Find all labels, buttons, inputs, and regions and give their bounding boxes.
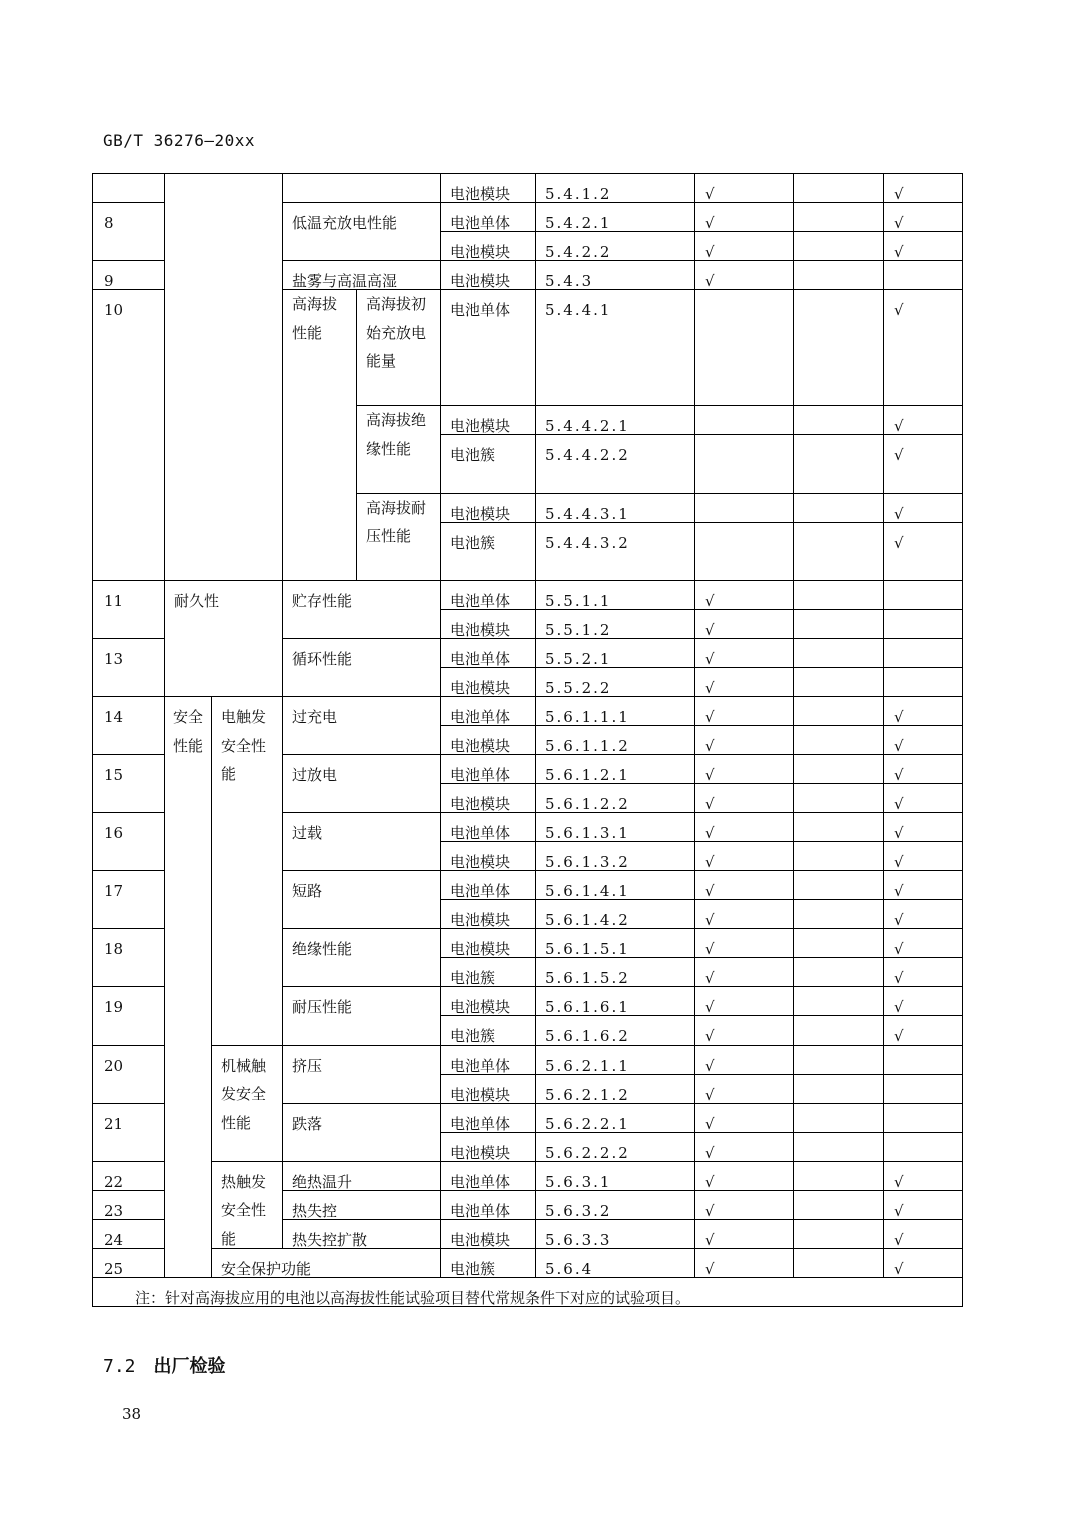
sample-cell: 电池簇 <box>440 1248 535 1277</box>
empty-check-cell <box>793 899 883 928</box>
type-test-check: √ <box>694 783 793 812</box>
section-heading <box>103 1352 226 1378</box>
special-check: √ <box>883 754 962 783</box>
item-cell: 高海拔性能 <box>282 289 356 550</box>
row-number: 8 <box>92 202 164 260</box>
clause-cell: 5.5.1.2 <box>535 609 694 638</box>
type-test-check: √ <box>694 638 793 667</box>
sample-cell: 电池模块 <box>440 1132 535 1161</box>
row-number: 9 <box>92 260 164 289</box>
empty-check-cell <box>793 928 883 957</box>
type-test-check: √ <box>694 986 793 1015</box>
type-test-check: √ <box>694 928 793 957</box>
special-check: √ <box>883 783 962 812</box>
row-number: 19 <box>92 986 164 1044</box>
item-cell: 热失控扩散 <box>282 1219 440 1248</box>
clause-cell: 5.6.3.1 <box>535 1161 694 1190</box>
standard-code: GB/T 36276—20xx <box>103 131 255 150</box>
type-test-check: √ <box>694 1161 793 1190</box>
sample-cell: 电池簇 <box>440 434 535 492</box>
item-cell: 循环性能 <box>282 638 440 696</box>
special-check: √ <box>883 899 962 928</box>
clause-cell: 5.5.2.1 <box>535 638 694 667</box>
empty-check-cell <box>793 202 883 231</box>
type-test-check: √ <box>694 667 793 696</box>
clause-cell: 5.6.2.1.2 <box>535 1074 694 1103</box>
empty-check-cell <box>793 405 883 434</box>
empty-check-cell <box>793 493 883 522</box>
empty-check-cell <box>793 812 883 841</box>
clause-cell: 5.4.4.1 <box>535 289 694 405</box>
type-test-check: √ <box>694 1045 793 1074</box>
empty-check-cell <box>883 1132 962 1161</box>
empty-check-cell <box>793 231 883 260</box>
item-cell: 安全保护功能 <box>211 1248 440 1277</box>
empty-check-cell <box>793 1045 883 1074</box>
subitem-cell: 高海拔初始充放电能量 <box>356 289 440 405</box>
type-test-check: √ <box>694 1015 793 1044</box>
sample-cell: 电池模块 <box>440 783 535 812</box>
item-cell: 盐雾与高温高湿 <box>282 260 440 289</box>
empty-check-cell <box>793 289 883 405</box>
row-number: 10 <box>92 289 164 550</box>
clause-cell: 5.4.1.2 <box>535 173 694 202</box>
special-check: √ <box>883 812 962 841</box>
clause-cell: 5.6.1.2.2 <box>535 783 694 812</box>
sample-cell: 电池模块 <box>440 928 535 957</box>
special-check: √ <box>883 841 962 870</box>
sample-cell: 电池单体 <box>440 696 535 725</box>
empty-check-cell <box>883 1074 962 1103</box>
clause-cell: 5.6.1.2.1 <box>535 754 694 783</box>
clause-cell: 5.6.2.2.1 <box>535 1103 694 1132</box>
special-check: √ <box>883 493 962 522</box>
type-test-check: √ <box>694 1219 793 1248</box>
subcategory-cell: 热触发安全性能 <box>211 1161 282 1248</box>
table-cell <box>282 173 440 202</box>
item-cell: 过载 <box>282 812 440 870</box>
item-cell: 绝热温升 <box>282 1161 440 1190</box>
empty-check-cell <box>793 783 883 812</box>
type-test-check: √ <box>694 173 793 202</box>
type-test-check: √ <box>694 812 793 841</box>
sample-cell: 电池单体 <box>440 812 535 841</box>
table-cell <box>164 173 282 464</box>
clause-cell: 5.4.4.2.2 <box>535 434 694 492</box>
type-test-check: √ <box>694 231 793 260</box>
empty-check-cell <box>793 609 883 638</box>
clause-cell: 5.6.2.1.1 <box>535 1045 694 1074</box>
special-check: √ <box>883 202 962 231</box>
sample-cell: 电池模块 <box>440 725 535 754</box>
type-test-check: √ <box>694 260 793 289</box>
special-check: √ <box>883 1161 962 1190</box>
row-number: 16 <box>92 812 164 870</box>
special-check: √ <box>883 1015 962 1044</box>
sample-cell: 电池簇 <box>440 522 535 580</box>
row-number: 11 <box>92 580 164 638</box>
special-check: √ <box>883 870 962 899</box>
clause-cell: 5.6.1.4.1 <box>535 870 694 899</box>
empty-check-cell <box>883 609 962 638</box>
type-test-check: √ <box>694 870 793 899</box>
item-cell: 挤压 <box>282 1045 440 1103</box>
clause-cell: 5.4.2.1 <box>535 202 694 231</box>
empty-check-cell <box>793 870 883 899</box>
sample-cell: 电池单体 <box>440 638 535 667</box>
sample-cell: 电池单体 <box>440 870 535 899</box>
clause-cell: 5.6.2.2.2 <box>535 1132 694 1161</box>
clause-cell: 5.6.1.4.2 <box>535 899 694 928</box>
special-check: √ <box>883 986 962 1015</box>
empty-check-cell <box>793 1132 883 1161</box>
type-test-check: √ <box>694 754 793 783</box>
sample-cell: 电池单体 <box>440 754 535 783</box>
clause-cell: 5.4.4.3.1 <box>535 493 694 522</box>
type-test-check: √ <box>694 899 793 928</box>
clause-cell: 5.6.1.6.1 <box>535 986 694 1015</box>
clause-cell: 5.6.1.3.2 <box>535 841 694 870</box>
sample-cell: 电池模块 <box>440 493 535 522</box>
empty-check-cell <box>883 580 962 609</box>
clause-cell: 5.6.1.5.2 <box>535 957 694 986</box>
empty-check-cell <box>793 173 883 202</box>
type-test-check: √ <box>694 1190 793 1219</box>
clause-cell: 5.6.1.3.1 <box>535 812 694 841</box>
type-test-check: √ <box>694 609 793 638</box>
empty-check-cell <box>793 638 883 667</box>
special-check: √ <box>883 522 962 580</box>
table-cell <box>282 551 356 580</box>
empty-check-cell <box>793 1103 883 1132</box>
sample-cell: 电池模块 <box>440 986 535 1015</box>
special-check: √ <box>883 725 962 754</box>
clause-cell: 5.6.1.6.2 <box>535 1015 694 1044</box>
item-cell: 过放电 <box>282 754 440 812</box>
empty-check-cell <box>793 1074 883 1103</box>
sample-cell: 电池单体 <box>440 580 535 609</box>
empty-check-cell <box>694 493 793 522</box>
clause-cell: 5.6.4 <box>535 1248 694 1277</box>
sample-cell: 电池模块 <box>440 667 535 696</box>
clause-cell: 5.5.1.1 <box>535 580 694 609</box>
special-check: √ <box>883 1190 962 1219</box>
empty-check-cell <box>793 841 883 870</box>
category-cell: 安全性能 <box>164 696 211 1277</box>
clause-cell: 5.4.2.2 <box>535 231 694 260</box>
row-number: 23 <box>92 1190 164 1219</box>
empty-check-cell <box>883 1103 962 1132</box>
table-cell <box>92 173 164 202</box>
clause-cell: 5.6.1.1.1 <box>535 696 694 725</box>
clause-cell: 5.6.3.2 <box>535 1190 694 1219</box>
table-cell <box>92 551 164 580</box>
table-cell <box>164 464 282 580</box>
empty-check-cell <box>793 667 883 696</box>
row-number: 21 <box>92 1103 164 1161</box>
empty-check-cell <box>883 1045 962 1074</box>
empty-check-cell <box>793 1161 883 1190</box>
empty-check-cell <box>694 405 793 434</box>
row-number: 18 <box>92 928 164 986</box>
row-number: 20 <box>92 1045 164 1103</box>
section-title: 出厂检验 <box>153 1356 226 1377</box>
empty-check-cell <box>793 522 883 580</box>
type-test-check: √ <box>694 696 793 725</box>
type-test-check: √ <box>694 725 793 754</box>
subcategory-cell: 电触发安全性能 <box>211 696 282 1045</box>
row-number: 15 <box>92 754 164 812</box>
sample-cell: 电池模块 <box>440 841 535 870</box>
empty-check-cell <box>883 260 962 289</box>
sample-cell: 电池模块 <box>440 1219 535 1248</box>
sample-cell: 电池单体 <box>440 1045 535 1074</box>
empty-check-cell <box>793 957 883 986</box>
clause-cell: 5.4.4.3.2 <box>535 522 694 580</box>
empty-check-cell <box>793 580 883 609</box>
special-check: √ <box>883 1248 962 1277</box>
clause-cell: 5.5.2.2 <box>535 667 694 696</box>
empty-check-cell <box>793 1015 883 1044</box>
clause-cell: 5.6.1.5.1 <box>535 928 694 957</box>
special-check: √ <box>883 957 962 986</box>
clause-cell: 5.4.4.2.1 <box>535 405 694 434</box>
clause-cell: 5.6.1.1.2 <box>535 725 694 754</box>
special-check: √ <box>883 1219 962 1248</box>
empty-check-cell <box>793 1248 883 1277</box>
sample-cell: 电池模块 <box>440 405 535 434</box>
empty-check-cell <box>883 638 962 667</box>
row-number: 17 <box>92 870 164 928</box>
sample-cell: 电池单体 <box>440 1190 535 1219</box>
type-test-check: √ <box>694 202 793 231</box>
item-cell: 过充电 <box>282 696 440 754</box>
special-check: √ <box>883 173 962 202</box>
item-cell: 短路 <box>282 870 440 928</box>
clause-cell: 5.6.3.3 <box>535 1219 694 1248</box>
item-cell: 热失控 <box>282 1190 440 1219</box>
item-cell: 贮存性能 <box>282 580 440 638</box>
type-test-check: √ <box>694 1248 793 1277</box>
empty-check-cell <box>793 725 883 754</box>
special-check: √ <box>883 696 962 725</box>
special-check: √ <box>883 231 962 260</box>
empty-check-cell <box>883 667 962 696</box>
item-cell: 低温充放电性能 <box>282 202 440 260</box>
item-cell: 耐压性能 <box>282 986 440 1044</box>
row-number: 24 <box>92 1219 164 1248</box>
subcategory-cell: 机械触发安全性能 <box>211 1045 282 1161</box>
empty-check-cell <box>793 260 883 289</box>
special-check: √ <box>883 928 962 957</box>
sample-cell: 电池簇 <box>440 957 535 986</box>
subitem-cell: 高海拔耐压性能 <box>356 493 440 580</box>
category-cell: 耐久性 <box>164 580 282 696</box>
empty-check-cell <box>694 522 793 580</box>
type-test-check: √ <box>694 841 793 870</box>
row-number: 25 <box>92 1248 164 1277</box>
row-number: 14 <box>92 696 164 754</box>
empty-check-cell <box>793 986 883 1015</box>
page-number: 38 <box>122 1405 142 1423</box>
item-cell: 绝缘性能 <box>282 928 440 986</box>
special-check: √ <box>883 289 962 405</box>
subitem-cell: 高海拔绝缘性能 <box>356 405 440 492</box>
sample-cell: 电池模块 <box>440 231 535 260</box>
sample-cell: 电池单体 <box>440 1161 535 1190</box>
empty-check-cell <box>793 754 883 783</box>
empty-check-cell <box>793 1219 883 1248</box>
type-test-check: √ <box>694 957 793 986</box>
item-cell: 跌落 <box>282 1103 440 1161</box>
empty-check-cell <box>793 1190 883 1219</box>
type-test-check: √ <box>694 1132 793 1161</box>
sample-cell: 电池模块 <box>440 609 535 638</box>
row-number: 22 <box>92 1161 164 1190</box>
type-test-check: √ <box>694 580 793 609</box>
sample-cell: 电池模块 <box>440 899 535 928</box>
sample-cell: 电池模块 <box>440 173 535 202</box>
sample-cell: 电池单体 <box>440 289 535 405</box>
row-number: 13 <box>92 638 164 696</box>
sample-cell: 电池簇 <box>440 1015 535 1044</box>
empty-check-cell <box>694 434 793 492</box>
empty-check-cell <box>793 696 883 725</box>
table-note: 注：针对高海拔应用的电池以高海拔性能试验项目替代常规条件下对应的试验项目。 <box>92 1277 962 1306</box>
special-check: √ <box>883 434 962 492</box>
type-test-check: √ <box>694 1074 793 1103</box>
empty-check-cell <box>694 289 793 405</box>
clause-cell: 5.4.3 <box>535 260 694 289</box>
type-test-check: √ <box>694 1103 793 1132</box>
sample-cell: 电池单体 <box>440 1103 535 1132</box>
sample-cell: 电池模块 <box>440 260 535 289</box>
test-items-table <box>92 173 963 1307</box>
special-check: √ <box>883 405 962 434</box>
sample-cell: 电池模块 <box>440 1074 535 1103</box>
empty-check-cell <box>793 434 883 492</box>
sample-cell: 电池单体 <box>440 202 535 231</box>
section-number: 7.2 <box>103 1356 136 1377</box>
